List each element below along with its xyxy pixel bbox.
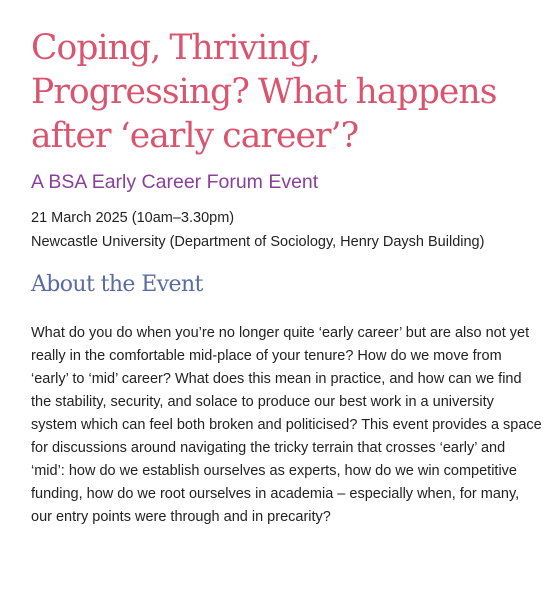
event-date: 21 March 2025 (10am–3.30pm) bbox=[31, 210, 235, 226]
event-page bbox=[31, 26, 543, 529]
event-location: Newcastle University (Department of Sociology, Henry Daysh Building) bbox=[31, 234, 485, 250]
about-heading: About the Event bbox=[31, 272, 203, 297]
event-subtitle: A BSA Early Career Forum Event bbox=[31, 171, 319, 193]
event-title: Coping, Thriving, Progressing? What happens after ‘early career’? bbox=[31, 28, 497, 156]
about-body: What do you do when you’re no longer quite ‘early career’ but are also not yet really in the comfortable mid-place of your tenure? How do we move from ‘early’ to ‘mid’ career? What does this mean in practice, and how can we find the stability, security, and solace to produce our best work in a university system which can feel both broken and politicised? This event provides a space for discussions around navigating the tricky terrain that crosses ‘early’ and ‘mid’: how do we establish ourselves as experts, how do we win competitive funding, how do we root ourselves in academia – especially when, for many, our entry points were through and in precarity? bbox=[31, 325, 542, 525]
event-details bbox=[31, 206, 543, 254]
